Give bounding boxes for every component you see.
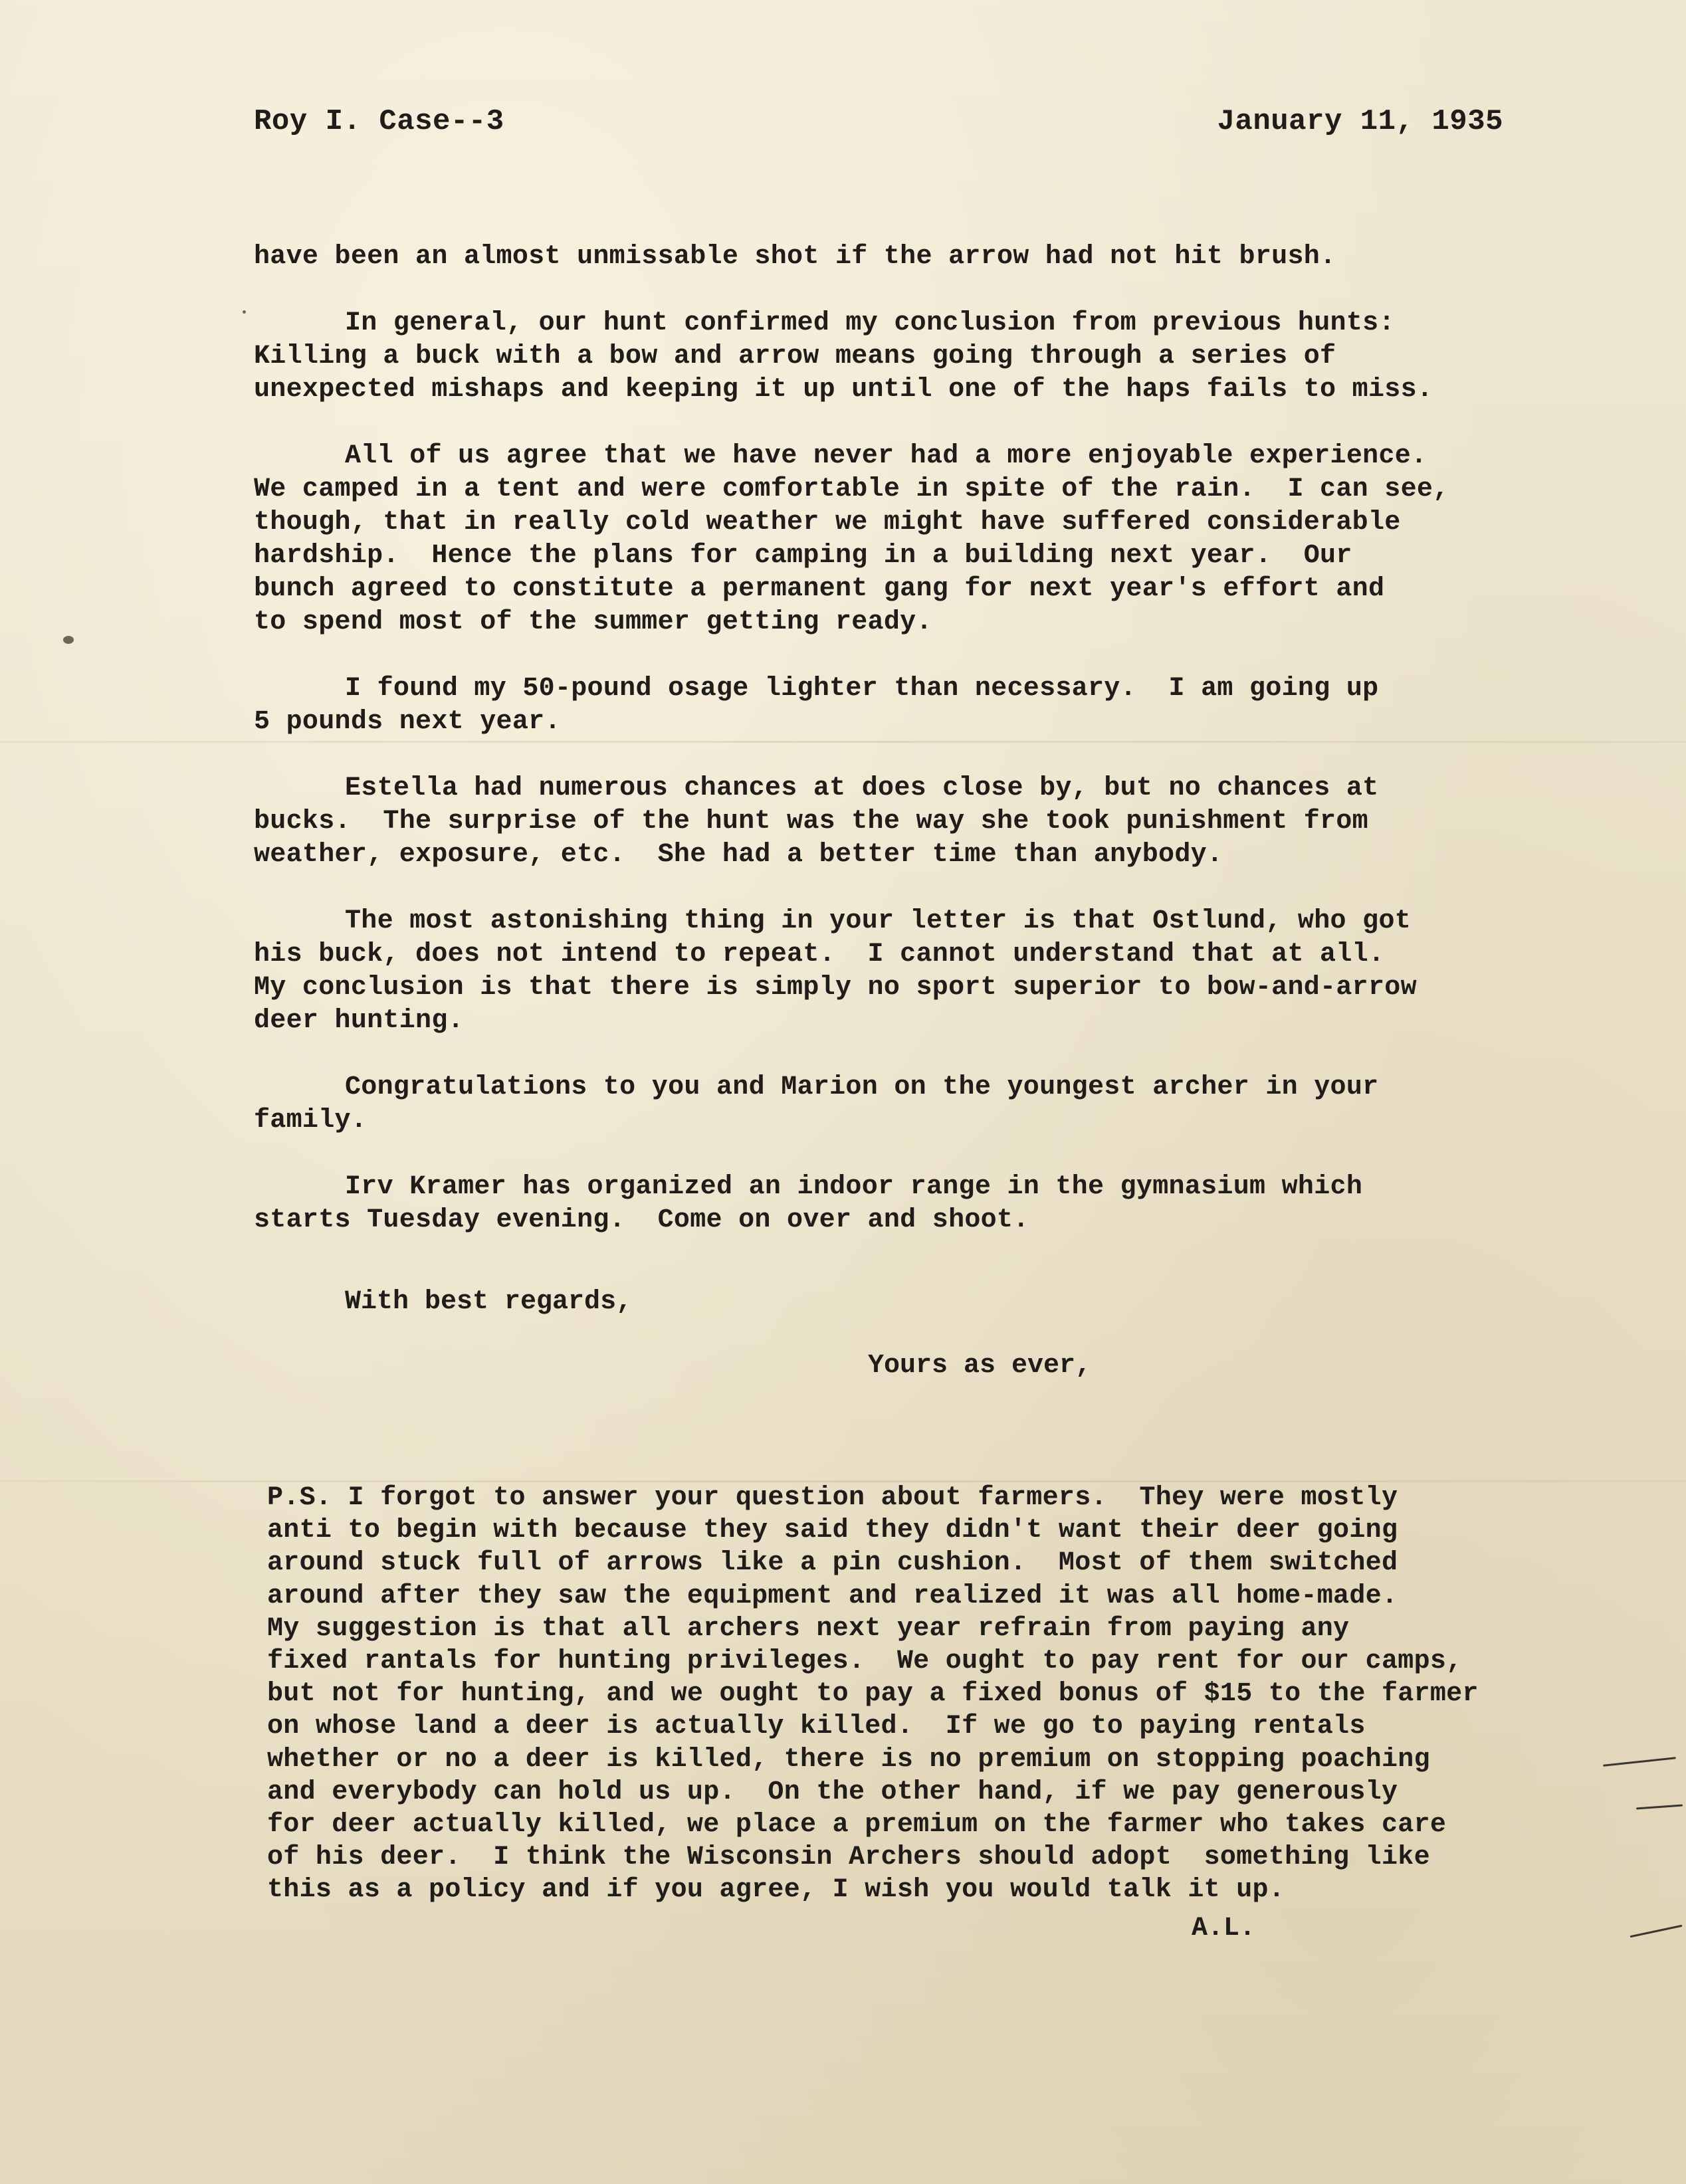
text-line: Estella had numerous chances at does close by, but no chances at xyxy=(345,773,1379,803)
text-line: The most astonishing thing in your letter is that Ostlund, who got xyxy=(345,906,1412,936)
paragraph xyxy=(254,1171,1517,1237)
paragraph xyxy=(254,1071,1517,1138)
paragraph xyxy=(254,772,1517,872)
text-line: In general, our hunt confirmed my conclusion from previous hunts: xyxy=(345,308,1395,338)
postscript-line: for deer actually killed, we place a premium on the farmer who takes care xyxy=(267,1810,1447,1840)
postscript-line: but not for hunting, and we ought to pay a fixed bonus of $15 to the farmer xyxy=(267,1679,1479,1710)
text-line: though, that in really cold weather we might have suffered considerable xyxy=(254,508,1401,538)
text-line: deer hunting. xyxy=(254,1006,464,1036)
text-line: have been an almost unmissable shot if the arrow had not hit brush. xyxy=(254,242,1336,272)
text-line: Irv Kramer has organized an indoor range in the gymnasium which xyxy=(345,1172,1363,1202)
text-line: All of us agree that we have never had a more enjoyable experience. xyxy=(345,441,1427,471)
edge-mark xyxy=(1603,1757,1676,1766)
text-line: starts Tuesday evening. Come on over and shoot. xyxy=(254,1205,1029,1235)
edge-mark xyxy=(1636,1805,1683,1810)
text-line: My conclusion is that there is simply no sport superior to bow-and-arrow xyxy=(254,973,1417,1003)
text-line: hardship. Hence the plans for camping in a building next year. Our xyxy=(254,541,1352,571)
ink-speck xyxy=(243,310,246,314)
text-line: 5 pounds next year. xyxy=(254,707,561,737)
text-line: weather, exposure, etc. She had a better time than anybody. xyxy=(254,840,1223,870)
text-line: his buck, does not intend to repeat. I cannot understand that at all. xyxy=(254,940,1385,969)
edge-mark xyxy=(1630,1925,1683,1938)
text-line: to spend most of the summer getting ready. xyxy=(254,607,932,637)
text-line: bucks. The surprise of the hunt was the way she took punishment from xyxy=(254,807,1368,837)
paragraph xyxy=(254,241,1517,274)
closing-signoff: Yours as ever, xyxy=(868,1351,1092,1381)
text-line: bunch agreed to constitute a permanent gang for next year's effort and xyxy=(254,574,1385,604)
paragraph xyxy=(254,440,1517,639)
postscript-line: P.S. I forgot to answer your question about farmers. They were mostly xyxy=(267,1483,1398,1513)
letter-header xyxy=(254,105,1503,151)
paragraph xyxy=(254,307,1517,407)
text-line: Congratulations to you and Marion on the youngest archer in your xyxy=(345,1072,1379,1102)
recipient-page-ref: Roy I. Case--3 xyxy=(254,105,504,138)
paragraph xyxy=(254,905,1517,1038)
postscript-line: fixed rantals for hunting privileges. We ought to pay rent for our camps, xyxy=(267,1646,1463,1677)
paragraph xyxy=(254,672,1517,739)
postscript xyxy=(267,1482,1563,1907)
postscript-line: anti to begin with because they said they didn't want their deer going xyxy=(267,1516,1398,1546)
signature-initials: A.L. xyxy=(1192,1914,1256,1943)
postscript-line: of his deer. I think the Wisconsin Archers should adopt something like xyxy=(267,1842,1430,1873)
postscript-line: whether or no a deer is killed, there is no premium on stopping poaching xyxy=(267,1744,1430,1775)
postscript-line: around stuck full of arrows like a pin cushion. Most of them switched xyxy=(267,1548,1398,1579)
ink-speck xyxy=(63,636,74,644)
postscript-line: and everybody can hold us up. On the other hand, if we pay generously xyxy=(267,1777,1398,1807)
postscript-line: on whose land a deer is actually killed. If we go to paying rentals xyxy=(267,1712,1366,1742)
letter-date: January 11, 1935 xyxy=(1217,105,1503,138)
letter-body xyxy=(254,241,1517,1270)
postscript-line: this as a policy and if you agree, I wish you would talk it up. xyxy=(267,1875,1285,1906)
text-line: unexpected mishaps and keeping it up until one of the haps fails to miss. xyxy=(254,375,1433,405)
postscript-line: around after they saw the equipment and realized it was all home-made. xyxy=(267,1581,1398,1611)
text-line: family. xyxy=(254,1106,368,1136)
postscript-line: My suggestion is that all archers next year refrain from paying any xyxy=(267,1613,1350,1644)
text-line: I found my 50-pound osage lighter than necessary. I am going up xyxy=(345,674,1379,704)
text-line: Killing a buck with a bow and arrow means going through a series of xyxy=(254,342,1336,371)
text-line: We camped in a tent and were comfortable in spite of the rain. I can see, xyxy=(254,474,1449,504)
closing-regards: With best regards, xyxy=(345,1287,633,1317)
